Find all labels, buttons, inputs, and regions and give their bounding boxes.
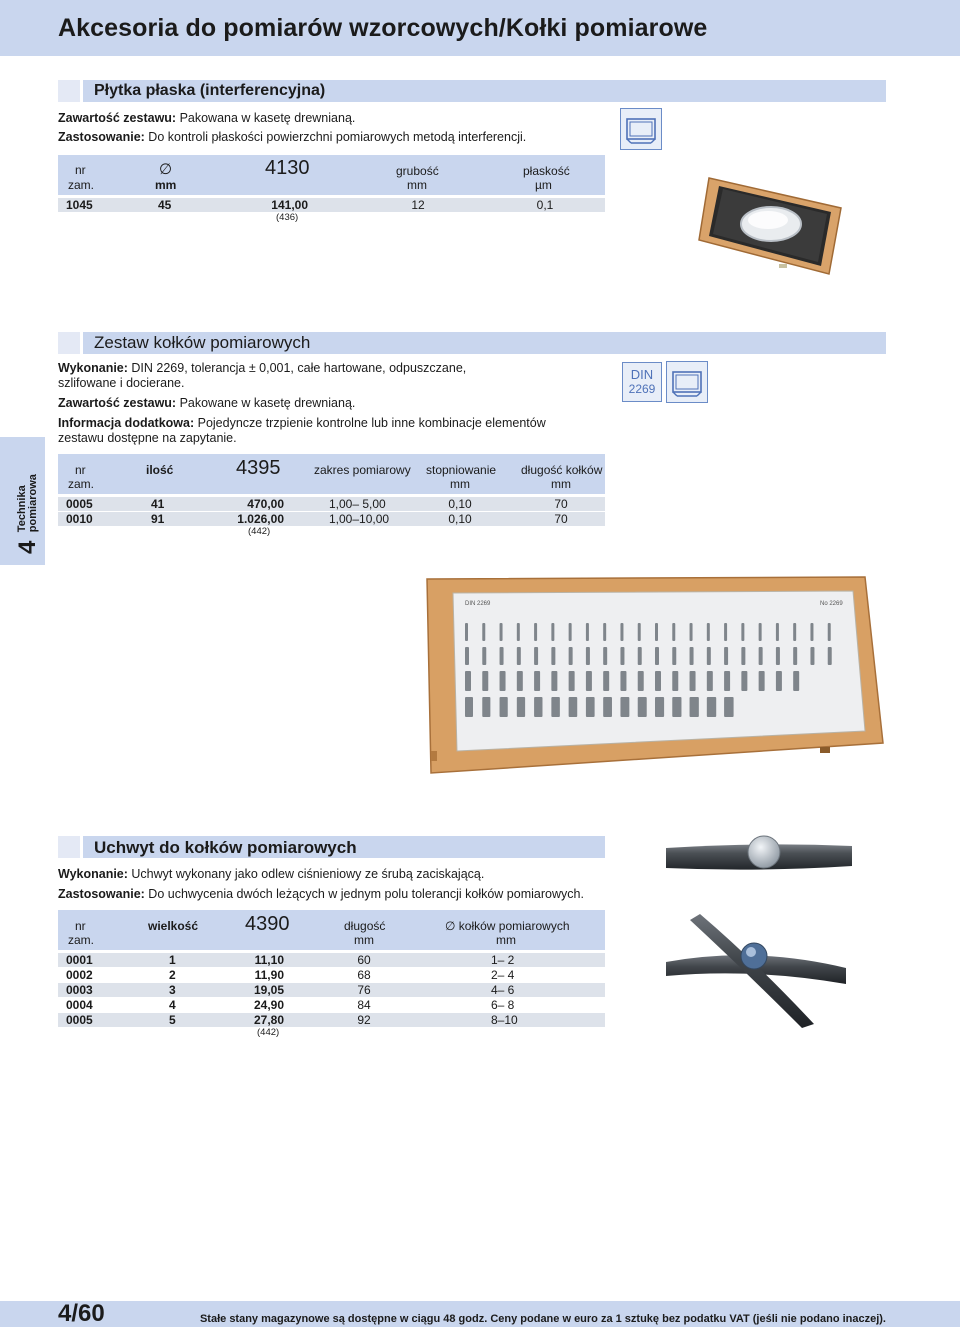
holder-row-price: 27,80 (253, 1013, 284, 1027)
pin-image-element (759, 671, 765, 691)
pins-row-length: 70 (554, 512, 568, 526)
pin-image-element (724, 671, 730, 691)
plate-row-nr: 1045 (66, 198, 93, 212)
pins-exec-line (58, 360, 466, 376)
pin-set-product-image (425, 575, 885, 775)
pins-info-line2: zestawu dostępne na zapytanie. (58, 431, 237, 445)
pin-image-element (500, 697, 508, 717)
pin-image-element (534, 623, 537, 641)
holder-row-size: 4 (169, 998, 176, 1012)
pin-image-element (620, 647, 624, 665)
pins-exec-label: Wykonanie: (58, 361, 128, 375)
wooden-case-icon (666, 361, 708, 403)
holder-row-size: 1 (169, 953, 176, 967)
table-row (58, 512, 605, 526)
pins-info-line (58, 415, 546, 431)
pin-image-element (482, 647, 486, 665)
side-tab-line2: pomiarowa (27, 474, 39, 533)
pin-image-element (828, 623, 831, 641)
pin-image-element (534, 671, 540, 691)
pin-image-element (500, 647, 504, 665)
pins-exec-text: DIN 2269, tolerancja ± 0,001, całe hartowane, odpuszczane, (127, 361, 467, 375)
din-badge (622, 362, 662, 402)
holder-row-pin: 6– 8 (491, 998, 515, 1012)
pin-image-element (690, 623, 693, 641)
pin-image-element (724, 647, 728, 665)
pin-image-element (707, 697, 716, 717)
table-row (58, 983, 605, 997)
pin-image-element (569, 697, 578, 717)
table-row (58, 497, 605, 511)
holder-th-zam: zam. (68, 933, 95, 947)
holder-exec-line (58, 866, 484, 882)
pins-content-text: Pakowane w kasetę drewnianą. (176, 396, 356, 410)
pin-image-element (482, 671, 488, 691)
holder-row-pin: 8–10 (491, 1013, 518, 1027)
holder-row-pin: 2– 4 (491, 968, 515, 982)
pin-image-element (707, 671, 713, 691)
pin-image-element (569, 647, 573, 665)
pin-image-element (741, 671, 747, 691)
holder-row-nr: 0001 (66, 953, 93, 967)
table-row (58, 1013, 605, 1027)
pin-image-element (690, 647, 694, 665)
plate-row-flatness: 0,1 (536, 198, 554, 212)
pins-th-range: zakres pomiarowy (314, 463, 411, 477)
pin-image-element (776, 647, 780, 665)
pins-catalog-ref: (442) (248, 526, 271, 537)
pins-th-nr: nr (75, 463, 86, 477)
pin-image-element (500, 671, 506, 691)
pin-image-element (603, 697, 612, 717)
plate-section-marker (58, 80, 80, 102)
pin-image-element (638, 697, 647, 717)
plate-catalog-ref: (436) (276, 212, 299, 223)
pins-content-line (58, 395, 355, 411)
footer-note: Stałe stany magazynowe są dostępne w ciągu 48 godz. Ceny podane w euro za 1 sztukę bez podatku VAT (jeśli nie podano inaczej). (199, 1313, 886, 1325)
pin-image-element (655, 647, 659, 665)
pin-image-element (638, 623, 641, 641)
pin-image-element (672, 697, 681, 717)
pin-image-element (551, 697, 560, 717)
pins-th-step-unit: mm (450, 477, 470, 491)
holder-closed-image (664, 832, 854, 882)
pin-image-element (810, 647, 814, 665)
pin-image-element (586, 671, 592, 691)
pin-image-element (517, 623, 520, 641)
pin-image-element (638, 671, 644, 691)
plate-th-flatness-unit: µm (535, 178, 552, 192)
pin-image-element (793, 671, 799, 691)
pins-th-zam: zam. (68, 477, 95, 491)
holder-use-line (58, 886, 584, 902)
pin-image-element (690, 697, 699, 717)
holder-title: Uchwyt do kołków pomiarowych (94, 838, 357, 857)
pin-box-label-right: No 2269 (820, 601, 843, 607)
pin-image-element (620, 623, 623, 641)
pins-th-length-unit: mm (551, 477, 571, 491)
holder-open-image (664, 910, 854, 1030)
pin-image-element (655, 671, 661, 691)
plate-row-price: 141,00 (271, 198, 308, 212)
holder-th-code: 4390 (245, 913, 290, 935)
pins-row-length: 70 (554, 497, 568, 511)
holder-row-price: 19,05 (253, 983, 284, 997)
holder-exec-text: Uchwyt wykonany jako odlew ciśnieniowy ze śrubą zaciskającą. (127, 867, 485, 881)
plate-th-nr: nr (75, 163, 86, 177)
pins-th-step: stopniowanie (426, 463, 497, 477)
pin-image-element (672, 647, 676, 665)
pins-content-label: Zawartość zestawu: (58, 396, 177, 410)
pin-image-element (465, 623, 468, 641)
holder-row-price: 24,90 (253, 998, 284, 1012)
side-tab-line1: Technika (16, 485, 28, 533)
pins-row-qty: 41 (151, 497, 165, 511)
plate-row-diameter: 45 (158, 198, 172, 212)
pin-image-element (776, 623, 779, 641)
plate-th-thickness: grubość (396, 164, 439, 178)
plate-th-code: 4130 (265, 157, 310, 179)
pin-image-element (724, 697, 734, 717)
pin-image-element (569, 623, 572, 641)
table-row (58, 968, 605, 982)
pin-image-element (638, 647, 642, 665)
plate-use-text: Do kontroli płaskości powierzchni pomiarowych metodą interferencji. (144, 130, 527, 144)
pin-image-element (569, 671, 575, 691)
holder-th-size: wielkość (148, 919, 199, 933)
pin-image-element (517, 671, 523, 691)
holder-th-length: długość (344, 919, 386, 933)
pin-image-element (759, 623, 762, 641)
pin-image-element (603, 623, 606, 641)
plate-product-image (695, 170, 845, 278)
pin-image-element (500, 623, 503, 641)
pin-image-element (534, 647, 538, 665)
side-tab-label (4, 450, 44, 554)
pin-image-element (482, 697, 490, 717)
table-row (58, 998, 605, 1012)
pin-image-element (707, 623, 710, 641)
plate-content-text: Pakowana w kasetę drewnianą. (176, 111, 356, 125)
pin-image-element (517, 647, 521, 665)
din-badge-line1: DIN (630, 367, 654, 382)
pin-box-label-left: DIN 2269 (465, 601, 491, 607)
wooden-case-icon (620, 108, 662, 150)
plate-content-line (58, 110, 355, 126)
pins-row-price: 1.026,00 (237, 512, 284, 526)
pins-row-range: 1,00–10,00 (329, 512, 390, 526)
pin-image-element (828, 647, 832, 665)
pin-image-element (724, 623, 727, 641)
pin-image-element (793, 623, 796, 641)
pin-image-element (655, 623, 658, 641)
holder-row-price: 11,90 (254, 968, 284, 982)
pin-image-element (620, 671, 626, 691)
pin-image-element (759, 647, 763, 665)
table-row (58, 953, 605, 967)
holder-row-size: 3 (169, 983, 176, 997)
holder-section-marker (58, 836, 80, 858)
holder-row-nr: 0004 (66, 998, 93, 1012)
holder-row-nr: 0005 (66, 1013, 93, 1027)
pins-th-code: 4395 (236, 457, 281, 479)
holder-use-label: Zastosowanie: (58, 887, 145, 901)
holder-row-pin: 1– 2 (491, 953, 515, 967)
pin-image-element (586, 697, 595, 717)
pin-image-element (482, 623, 485, 641)
table-row (58, 198, 605, 212)
page-title: Akcesoria do pomiarów wzorcowych/Kołki pomiarowe (58, 14, 708, 42)
plate-th-diameter: ∅ (159, 161, 173, 178)
pin-image-element (551, 647, 555, 665)
holder-row-pin: 4– 6 (491, 983, 515, 997)
plate-th-zam: zam. (68, 178, 95, 192)
pin-image-element (672, 671, 678, 691)
plate-th-diameter-unit: mm (155, 178, 177, 192)
holder-row-nr: 0003 (66, 983, 93, 997)
holder-th-nr: nr (75, 919, 86, 933)
pins-row-nr: 0010 (66, 512, 93, 526)
pins-row-range: 1,00– 5,00 (329, 497, 386, 511)
pins-th-length: długość kołków (521, 463, 603, 477)
pins-title: Zestaw kołków pomiarowych (94, 333, 311, 352)
holder-use-text: Do uchwycenia dwóch leżących w jednym polu tolerancji kołków pomiarowych. (144, 887, 584, 901)
plate-row-thickness: 12 (411, 198, 425, 212)
plate-use-line (58, 129, 526, 145)
plate-th-flatness: płaskość (523, 164, 570, 178)
pin-image-element (741, 647, 745, 665)
side-tab-number: 4 (14, 540, 41, 554)
pins-info-text: Pojedyncze trzpienie kontrolne lub inne kombinacje elementów (194, 416, 546, 430)
pin-image-element (586, 623, 589, 641)
pins-row-qty: 91 (151, 512, 165, 526)
plate-th-thickness-unit: mm (407, 178, 427, 192)
pin-image-element (810, 623, 813, 641)
holder-row-size: 5 (169, 1013, 176, 1027)
pins-row-price: 470,00 (247, 497, 284, 511)
pins-exec-line2: szlifowane i docierane. (58, 376, 185, 390)
holder-th-pin-unit: mm (496, 933, 516, 947)
pin-image-element (534, 697, 542, 717)
holder-row-size: 2 (169, 968, 176, 982)
pin-image-element (603, 647, 607, 665)
pin-image-element (793, 647, 797, 665)
pin-image-element (465, 697, 473, 717)
pin-image-element (776, 671, 782, 691)
pin-image-element (707, 647, 711, 665)
page-number: 4/60 (58, 1300, 105, 1327)
pin-image-element (690, 671, 696, 691)
plate-content-label: Zawartość zestawu: (58, 111, 177, 125)
holder-row-length: 76 (357, 983, 371, 997)
holder-row-nr: 0002 (66, 968, 93, 982)
pins-info-label: Informacja dodatkowa: (58, 416, 195, 430)
holder-exec-label: Wykonanie: (58, 867, 128, 881)
pin-image-element (672, 623, 675, 641)
pin-image-element (517, 697, 525, 717)
holder-row-length: 84 (357, 998, 371, 1012)
holder-row-price: 11,10 (254, 953, 284, 967)
holder-row-length: 68 (357, 968, 371, 982)
pin-image-element (620, 697, 629, 717)
pins-row-step: 0,10 (448, 497, 472, 511)
holder-catalog-ref: (442) (257, 1027, 280, 1038)
holder-th-pin: ∅ kołków pomiarowych (445, 919, 570, 933)
pin-image-element (465, 647, 469, 665)
pin-image-element (655, 697, 664, 717)
pin-image-element (603, 671, 609, 691)
plate-use-label: Zastosowanie: (58, 130, 145, 144)
pins-row-step: 0,10 (448, 512, 472, 526)
holder-row-length: 92 (357, 1013, 371, 1027)
pin-image-element (741, 623, 744, 641)
plate-title: Płytka płaska (interferencyjna) (94, 82, 326, 99)
din-badge-line2: 2269 (628, 382, 656, 396)
pin-image-element (465, 671, 471, 691)
pins-section-marker (58, 332, 80, 354)
pins-th-qty: ilość (146, 463, 174, 477)
pin-image-element (551, 623, 554, 641)
holder-th-length-unit: mm (354, 933, 374, 947)
pin-image-element (551, 671, 557, 691)
holder-row-length: 60 (357, 953, 371, 967)
pin-image-element (586, 647, 590, 665)
pins-row-nr: 0005 (66, 497, 93, 511)
